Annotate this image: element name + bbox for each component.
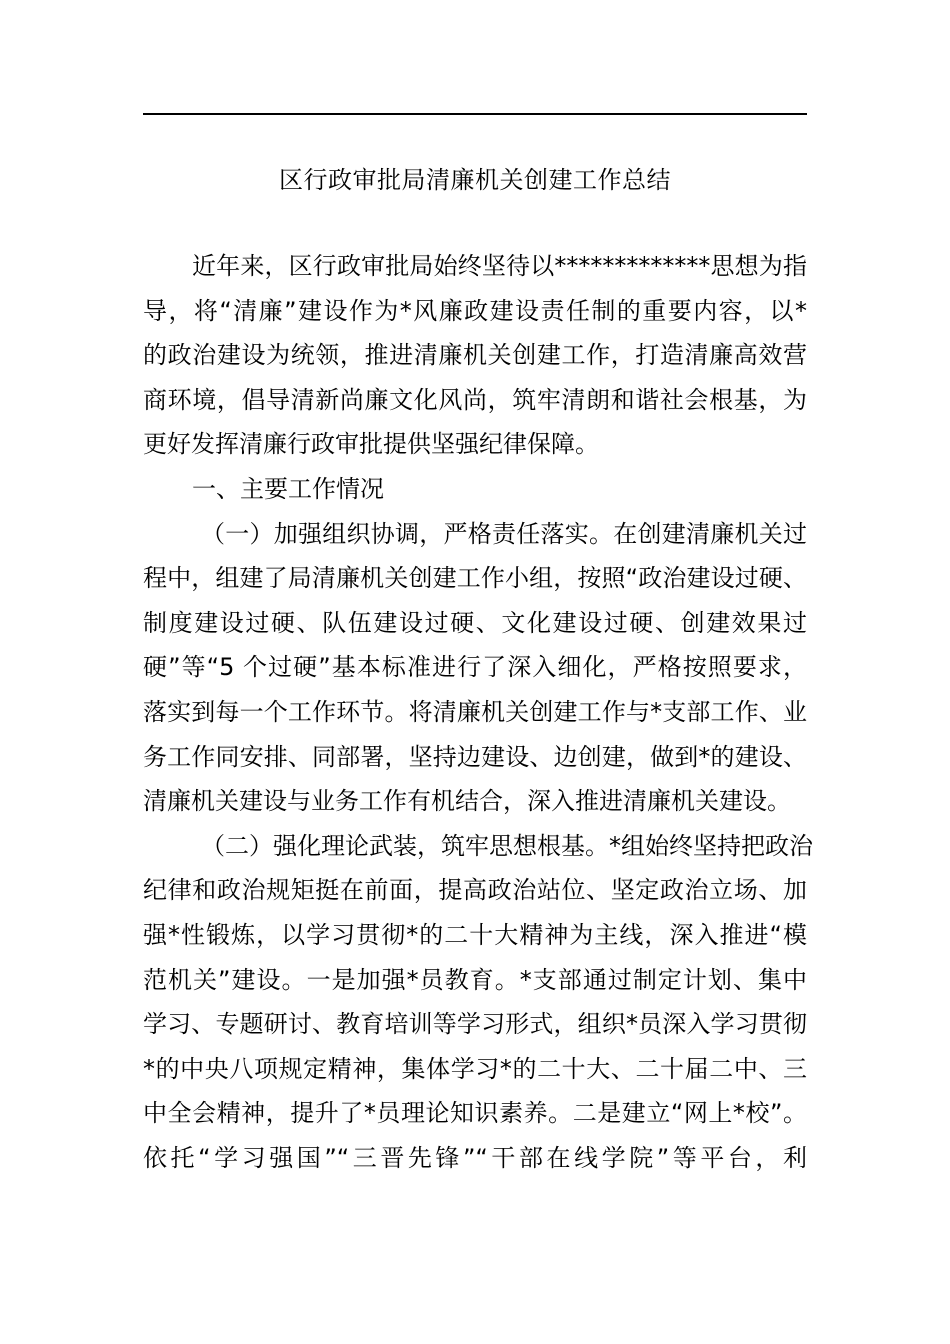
paragraph-line: 中全会精神，提升了*员理论知识素养。二是建立“网上*校”。 — [143, 1099, 807, 1128]
paragraph-line: 落实到每一个工作环节。将清廉机关创建工作与*支部工作、业 — [143, 697, 807, 726]
document-body — [143, 244, 813, 1180]
paragraph-line: 商环境，倡导清新尚廉文化风尚，筑牢清朗和谐社会根基，为 — [143, 385, 807, 414]
paragraph-line: 清廉机关建设与业务工作有机结合，深入推进清廉机关建设。 — [143, 787, 791, 816]
paragraph-line: 硬”等“5 个过硬”基本标准进行了深入细化，严格按照要求， — [143, 653, 807, 682]
paragraph-line: *的中央八项规定精神，集体学习*的二十大、二十届二中、三 — [143, 1054, 807, 1083]
paragraph-line: 纪律和政治规矩挺在前面，提高政治站位、坚定政治立场、加 — [143, 876, 807, 905]
paragraph-line: 制度建设过硬、队伍建设过硬、文化建设过硬、创建效果过 — [143, 608, 807, 637]
paragraph-line: 导，将“清廉”建设作为*风廉政建设责任制的重要内容，以* — [143, 296, 807, 325]
section-heading: 一、主要工作情况 — [192, 474, 384, 503]
paragraph-line: 近年来，区行政审批局始终坚待以*************思想为指 — [192, 252, 807, 280]
paragraph-line: 务工作同安排、同部署，坚持边建设、边创建，做到*的建设、 — [143, 742, 807, 771]
paragraph-line: 学习、专题研讨、教育培训等学习形式，组织*员深入学习贯彻 — [143, 1010, 807, 1039]
paragraph-line: 范机关”建设。一是加强*员教育。*支部通过制定计划、集中 — [143, 965, 807, 994]
paragraph-line: 程中，组建了局清廉机关创建工作小组，按照“政治建设过硬、 — [143, 564, 807, 593]
subsection-heading-line: （一）加强组织协调，严格责任落实。在创建清廉机关过 — [201, 519, 807, 548]
paragraph-line: 更好发挥清廉行政审批提供坚强纪律保障。 — [143, 430, 599, 459]
subsection-heading-line: （二）强化理论武装，筑牢思想根基。*组始终坚持把政治 — [201, 831, 813, 860]
paragraph-line: 强*性锻炼，以学习贯彻*的二十大精神为主线，深入推进“模 — [143, 920, 807, 949]
header-rule — [143, 113, 807, 115]
paragraph-line: 的政治建设为统领，推进清廉机关创建工作，打造清廉高效营 — [143, 341, 807, 370]
document-title: 区行政审批局清廉机关创建工作总结 — [279, 166, 671, 194]
paragraph-line: 依托“学习强国”“三晋先锋”“干部在线学院”等平台，利 — [143, 1143, 807, 1172]
